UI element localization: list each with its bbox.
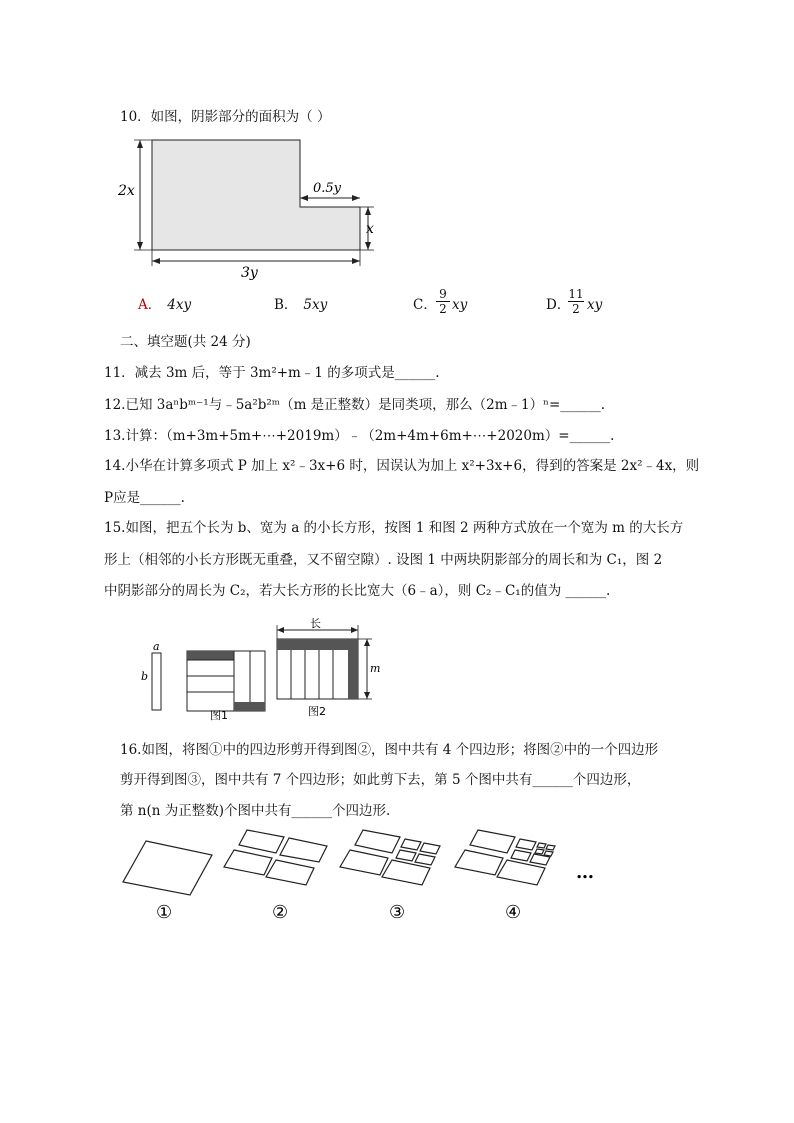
option-d[interactable] — [546, 296, 570, 314]
q12-text: 12.已知 3aⁿbᵐ⁻¹与﹣5a²b²ᵐ（m 是正整数）是同类项，那么（2m﹣1）ⁿ=______. — [104, 397, 606, 413]
fig4-quads — [455, 830, 555, 885]
q14-line1: 14.小华在计算多项式 P 加上 x²﹣3x+6 时，因误认为加上 x²+3x+6，得到的答案是 2x²﹣4x，则 — [104, 458, 700, 474]
fig1-caption: ① — [156, 902, 173, 923]
fig3-quads — [340, 830, 440, 885]
option-d-numerator: 11 — [568, 287, 584, 301]
fig1-quad — [123, 841, 212, 895]
dim-bottom-label: 3y — [241, 265, 258, 281]
q16-line2: 剪开得到图③，图中共有 7 个四边形；如此剪下去，第 5 个图中共有______个四边形， — [120, 772, 641, 788]
q16-figure — [118, 826, 608, 926]
option-d-label: D． — [546, 297, 571, 313]
section-heading: 二、填空题(共 24 分) — [120, 334, 251, 350]
fig-ellipsis: … — [576, 862, 594, 883]
option-c-var: xy — [452, 297, 468, 313]
option-b[interactable] — [274, 296, 327, 314]
option-c-denominator: 2 — [436, 301, 450, 316]
option-d-denominator: 2 — [568, 301, 584, 316]
q10-figure — [110, 132, 390, 282]
option-d-var: xy — [587, 297, 603, 313]
option-a[interactable] — [138, 296, 191, 314]
fig3-caption: ③ — [389, 902, 406, 923]
caption-fig2: 图2 — [308, 705, 326, 718]
dim-left-label: 2x — [118, 183, 135, 199]
label-a: a — [153, 640, 160, 653]
option-a-label: A． — [138, 297, 162, 313]
q15-line3: 中阴影部分的周长为 C₂，若大长方形的长比宽大（6﹣a），则 C₂﹣C₁的值为 ______. — [104, 583, 611, 599]
q13-text: 13.计算：（m+3m+5m+⋯+2019m）﹣（2m+4m+6m+⋯+2020m）=______. — [104, 428, 615, 444]
q15-line2: 形上（相邻的小长方形既无重叠，又不留空隙）. 设图 1 中两块阴影部分的周长和为 C₁，图 2 — [104, 552, 663, 568]
q16-line1: 16.如图，将图①中的四边形剪开得到图②，图中共有 4 个四边形；将图②中的一个四边形 — [120, 742, 659, 758]
dim-step-label: 0.5y — [313, 181, 342, 196]
label-m: m — [370, 662, 381, 675]
option-a-value: 4xy — [167, 297, 192, 313]
q15-figure — [138, 615, 398, 725]
option-d-fraction — [568, 287, 584, 316]
label-chang: 长 — [310, 617, 321, 630]
caption-fig1: 图1 — [210, 709, 228, 722]
option-b-value: 5xy — [303, 297, 328, 313]
q16-line3: 第 n(n 为正整数)个图中共有______个四边形. — [120, 803, 391, 819]
option-b-label: B． — [274, 297, 298, 313]
label-b: b — [141, 670, 149, 683]
option-c[interactable] — [413, 296, 437, 314]
fig2-caption: ② — [272, 902, 289, 923]
option-c-numerator: 9 — [439, 287, 447, 301]
q11-text: 11．减去 3m 后，等于 3m²+m﹣1 的多项式是______. — [104, 365, 440, 381]
fig2-quads — [224, 830, 327, 885]
q10-stem: 10．如图，阴影部分的面积为（ ） — [120, 109, 331, 125]
dim-right-label: x — [366, 221, 374, 237]
option-c-label: C． — [413, 297, 437, 313]
q14-line2: P应是______. — [104, 490, 185, 506]
q15-line1: 15.如图，把五个长为 b、宽为 a 的小长方形，按图 1 和图 2 两种方式放在一个宽为 m 的大长方 — [104, 520, 684, 536]
option-c-fraction — [436, 287, 450, 316]
fig4-caption: ④ — [505, 902, 522, 923]
